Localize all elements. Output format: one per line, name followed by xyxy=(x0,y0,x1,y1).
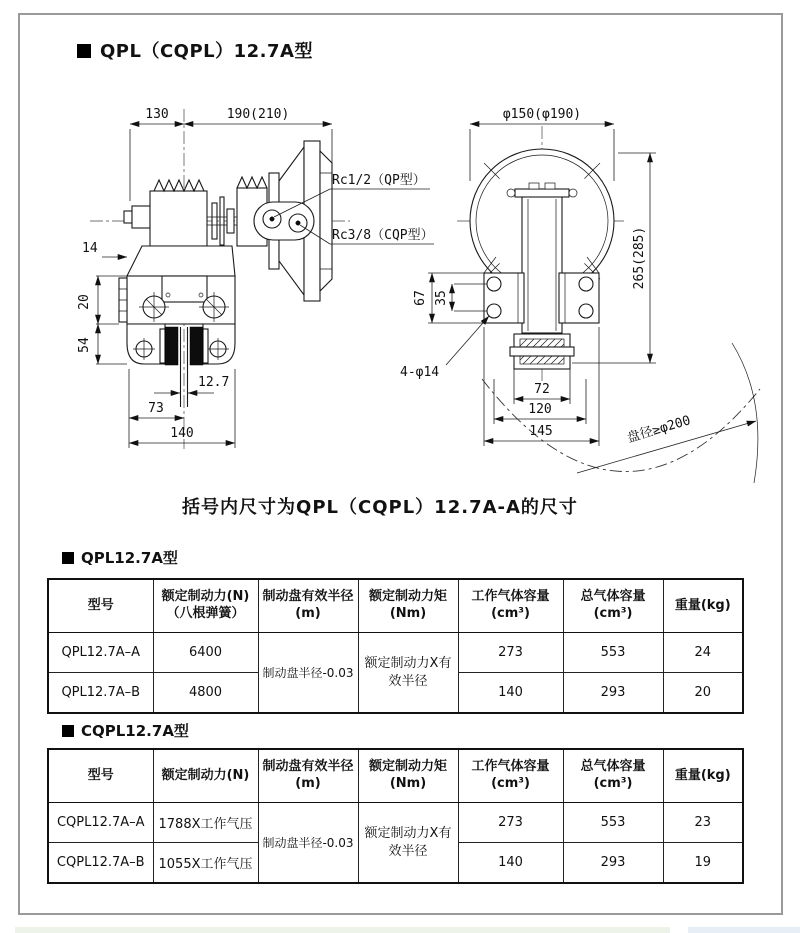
radius-cell: 制动盘半径-0.03 xyxy=(258,803,358,884)
dim-145-label: 145 xyxy=(529,424,553,439)
section-bullet xyxy=(62,725,74,737)
drawing-caption: 括号内尺寸为QPL（CQPL）12.7A-A的尺寸 xyxy=(182,497,578,518)
dim-67-label: 67 xyxy=(413,290,428,306)
disc-note-label: 盘径≥φ200 xyxy=(625,413,693,447)
header-torque: 额定制动力矩 (Nm) xyxy=(358,579,458,633)
section-bullet xyxy=(62,552,74,564)
dim-holes-label: 4-φ14 xyxy=(400,365,440,380)
model-cell: QPL12.7A–B xyxy=(48,673,153,714)
model-cell: CQPL12.7A–A xyxy=(48,803,153,843)
dim-12-7-label: 12.7 xyxy=(198,375,230,390)
header-working-volume: 工作气体容量 (cm³) xyxy=(458,579,563,633)
section-bullet xyxy=(77,44,91,58)
page-title xyxy=(77,37,313,63)
dim-190-label: 190(210) xyxy=(226,107,290,122)
force-cell: 1788X工作气压 xyxy=(153,803,258,843)
dim-14-label: 14 xyxy=(82,241,98,256)
header-braking-force: 额定制动力(N) （八根弹簧） xyxy=(153,579,258,633)
air-chamber-cone xyxy=(254,141,332,301)
working-volume-cell: 273 xyxy=(458,633,563,673)
table-header-row xyxy=(48,749,743,803)
spring-actuator xyxy=(124,177,267,246)
working-volume-cell: 140 xyxy=(458,673,563,714)
table-row xyxy=(48,633,743,673)
dim-120-label: 120 xyxy=(528,402,552,417)
footer-strip-blue xyxy=(688,927,800,933)
right-view xyxy=(400,107,760,483)
force-cell: 1055X工作气压 xyxy=(153,843,258,884)
torque-cell: 额定制动力X有效半径 xyxy=(358,803,458,884)
total-volume-cell: 553 xyxy=(563,803,663,843)
header-weight: 重量(kg) xyxy=(663,749,743,803)
dim-130-label: 130 xyxy=(145,107,169,122)
radius-cell: 制动盘半径-0.03 xyxy=(258,633,358,714)
brake-pads-and-disc xyxy=(127,324,235,407)
pad-block xyxy=(510,334,574,369)
torque-cell: 额定制动力X有效半径 xyxy=(358,633,458,714)
header-disc-radius: 制动盘有效半径 (m) xyxy=(258,579,358,633)
total-volume-cell: 293 xyxy=(563,673,663,714)
header-working-volume: 工作气体容量 (cm³) xyxy=(458,749,563,803)
port-label-cqp: Rc3/8（CQP型） xyxy=(332,228,434,243)
technical-drawing xyxy=(32,81,772,493)
dim-35-label: 35 xyxy=(434,290,449,306)
qpl-spec-table xyxy=(47,578,744,714)
model-cell: QPL12.7A–A xyxy=(48,633,153,673)
cqpl-spec-table xyxy=(47,748,744,884)
model-cell: CQPL12.7A–B xyxy=(48,843,153,884)
datasheet-page xyxy=(18,13,783,915)
header-weight: 重量(kg) xyxy=(663,579,743,633)
header-braking-force: 额定制动力(N) xyxy=(153,749,258,803)
dim-20-label: 20 xyxy=(77,294,92,310)
dim-54-label: 54 xyxy=(77,337,92,353)
dim-72-label: 72 xyxy=(534,382,550,397)
section-title-qpl xyxy=(62,547,178,568)
page-title-text: QPL（CQPL）12.7A型 xyxy=(100,41,313,62)
weight-cell: 23 xyxy=(663,803,743,843)
total-volume-cell: 553 xyxy=(563,633,663,673)
weight-cell: 20 xyxy=(663,673,743,714)
left-view xyxy=(77,107,434,449)
force-cell: 4800 xyxy=(153,673,258,714)
header-total-volume: 总气体容量 (cm³) xyxy=(563,749,663,803)
working-volume-cell: 273 xyxy=(458,803,563,843)
weight-cell: 19 xyxy=(663,843,743,884)
header-total-volume: 总气体容量 (cm³) xyxy=(563,579,663,633)
working-volume-cell: 140 xyxy=(458,843,563,884)
table-header-row xyxy=(48,579,743,633)
header-model: 型号 xyxy=(48,749,153,803)
force-cell: 6400 xyxy=(153,633,258,673)
dim-140-label: 140 xyxy=(170,426,194,441)
dim-265-label: 265(285) xyxy=(632,226,647,290)
table-row xyxy=(48,803,743,843)
total-volume-cell: 293 xyxy=(563,843,663,884)
port-label-qp: Rc1/2（QP型） xyxy=(332,173,426,188)
header-model: 型号 xyxy=(48,579,153,633)
section-title-cqpl-text: CQPL12.7A型 xyxy=(81,722,189,740)
footer-strip-green xyxy=(15,927,670,933)
dim-diameter-label: φ150(φ190) xyxy=(502,107,582,122)
caliper-body xyxy=(119,246,235,324)
dim-73-label: 73 xyxy=(148,401,164,416)
header-torque: 额定制动力矩 (Nm) xyxy=(358,749,458,803)
section-title-cqpl xyxy=(62,720,189,741)
header-disc-radius: 制动盘有效半径 (m) xyxy=(258,749,358,803)
weight-cell: 24 xyxy=(663,633,743,673)
section-title-qpl-text: QPL12.7A型 xyxy=(81,549,178,567)
